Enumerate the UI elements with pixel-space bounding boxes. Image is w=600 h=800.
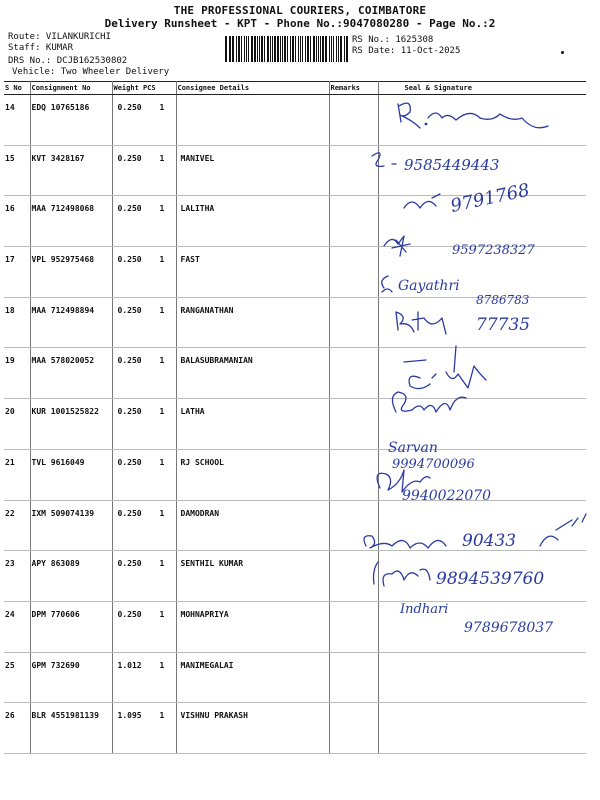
pcs-value: 1: [159, 103, 165, 112]
consignee-cell: MANIVEL: [176, 145, 329, 196]
signature-row-18: [382, 276, 530, 307]
pcs-value: 1: [159, 609, 165, 619]
sig-phone-6: 9994700096: [392, 457, 475, 472]
signature-row-15: [372, 153, 499, 174]
consignment-cell: MAA 578020052: [30, 348, 112, 399]
sno-cell: 16: [4, 196, 30, 247]
sno-cell: 18: [4, 297, 30, 348]
signature-row-26: [399, 602, 553, 636]
rs-number: RS No.: 1625308: [352, 35, 434, 45]
header-remarks: Remarks: [329, 82, 378, 95]
sig-phone-8: 90433: [462, 531, 517, 551]
weight-value: 1.012: [117, 660, 142, 670]
signature-row-19: [396, 312, 530, 335]
pcs-value: 1: [159, 153, 165, 163]
pcs-value: 1: [159, 660, 165, 670]
consignment-cell: GPM 732690: [30, 652, 112, 703]
consignment-cell: KVT 3428167: [30, 145, 112, 196]
weight-value: 0.250: [117, 508, 142, 518]
pcs-value: 1: [159, 711, 165, 721]
consignment-cell: DPM 770606: [30, 601, 112, 652]
signature-row-17: [384, 236, 535, 258]
consignee-cell: LATHA: [176, 399, 329, 450]
header-consignment: Consignment No: [30, 82, 112, 95]
weight-value: 0.250: [117, 457, 142, 467]
drs-number: DRS No.: DCJB162530802: [8, 56, 128, 66]
consignee-cell: FAST: [176, 247, 329, 298]
consignee-cell: MANIMEGALAI: [176, 652, 329, 703]
consignment-cell: KUR 1001525822: [30, 399, 112, 450]
sig-name-2: Sarvan: [388, 440, 438, 456]
sno-cell: 14: [4, 95, 30, 146]
consignee-cell: DAMODRAN: [176, 500, 329, 551]
sno-cell: 24: [4, 601, 30, 652]
sno-cell: 15: [4, 145, 30, 196]
signature-row-22: [388, 440, 475, 472]
pcs-value: 1: [159, 204, 165, 214]
pcs-value: 1: [159, 305, 165, 315]
signature-row-25: [374, 562, 545, 589]
consignee-cell: BALASUBRAMANIAN: [176, 348, 329, 399]
sno-cell: 22: [4, 500, 30, 551]
consignee-cell: MOHNAPRIYA: [176, 601, 329, 652]
signature-row-23: [377, 470, 491, 504]
consignee-cell: SENTHIL KUMAR: [176, 551, 329, 602]
pcs-value: 1: [159, 356, 165, 366]
document-title: THE PROFESSIONAL COURIERS, COIMBATORE: [173, 4, 427, 17]
vehicle-label: Vehicle: Two Wheeler Delivery: [12, 67, 170, 77]
consignment-cell: VPL 952975468: [30, 247, 112, 298]
sno-cell: 23: [4, 551, 30, 602]
rs-date: RS Date: 11-Oct-2025: [352, 46, 461, 56]
sno-cell: 20: [4, 399, 30, 450]
pcs-value: 1: [159, 508, 165, 518]
runsheet-subtitle: Delivery Runsheet - KPT - Phone No.:9047080280 - Page No.:2: [104, 17, 496, 30]
header-weight-pcs: Weight PCS: [112, 82, 176, 95]
signature-row-14: [398, 103, 548, 128]
weight-value: 0.250: [117, 204, 142, 214]
consignee-cell: LALITHA: [176, 196, 329, 247]
sig-phone-10: 9789678037: [464, 620, 554, 636]
header-seal-signature: Seal & Signature: [378, 82, 586, 95]
sno-cell: 21: [4, 449, 30, 500]
consignee-cell: RJ SCHOOL: [176, 449, 329, 500]
consignment-cell: IXM 509074139: [30, 500, 112, 551]
sig-phone-1: 9585449443: [404, 156, 500, 174]
weight-value: 0.250: [117, 609, 142, 619]
pcs-value: 1: [159, 255, 165, 265]
consignee-cell: VISHNU PRAKASH: [176, 703, 329, 754]
consignment-cell: MAA 712498068: [30, 196, 112, 247]
consignee-cell: RANGANATHAN: [176, 297, 329, 348]
sig-phone-4: 8786783: [476, 293, 530, 307]
signature-row-16: [404, 180, 531, 217]
weight-value: 0.250: [117, 559, 142, 569]
staff-label: Staff: KUMAR: [8, 43, 74, 53]
signature-row-24: [364, 514, 586, 551]
weight-value: 1.095: [117, 711, 142, 721]
consignment-cell: MAA 712498894: [30, 297, 112, 348]
header-sno: S No: [4, 82, 30, 95]
weight-value: 0.250: [117, 305, 142, 315]
sno-cell: 26: [4, 703, 30, 754]
pcs-value: 1: [159, 559, 165, 569]
consignment-cell: APY 863089: [30, 551, 112, 602]
consignment-cell: TVL 9616049: [30, 449, 112, 500]
weight-value: 0.250: [117, 356, 142, 366]
sig-phone-7: 9940022070: [402, 488, 492, 504]
pcs-value: 1: [159, 407, 165, 417]
sno-cell: 17: [4, 247, 30, 298]
sig-phone-2: 9791768: [448, 179, 532, 217]
sig-phone-5: 77735: [476, 315, 531, 335]
signature-row-20-21: [392, 346, 486, 412]
consignment-cell: EDQ 10765186: [30, 95, 112, 146]
sno-cell: 19: [4, 348, 30, 399]
weight-value: 0.250: [117, 255, 142, 265]
route-label: Route: VILANKURICHI: [8, 32, 111, 42]
sig-phone-9: 9894539760: [436, 569, 545, 589]
sig-name-3: Indhari: [400, 602, 449, 617]
consignment-cell: BLR 4551981139: [30, 703, 112, 754]
weight-value: 0.250: [117, 153, 142, 163]
sno-cell: 25: [4, 652, 30, 703]
sig-phone-3: 9597238327: [452, 243, 535, 258]
sig-name-1: Gayathri: [398, 278, 460, 294]
weight-value: 0.250: [117, 407, 142, 417]
header-consignee: Consignee Details: [176, 82, 329, 95]
pcs-value: 1: [159, 457, 165, 467]
weight-value: 0.250: [117, 103, 142, 112]
